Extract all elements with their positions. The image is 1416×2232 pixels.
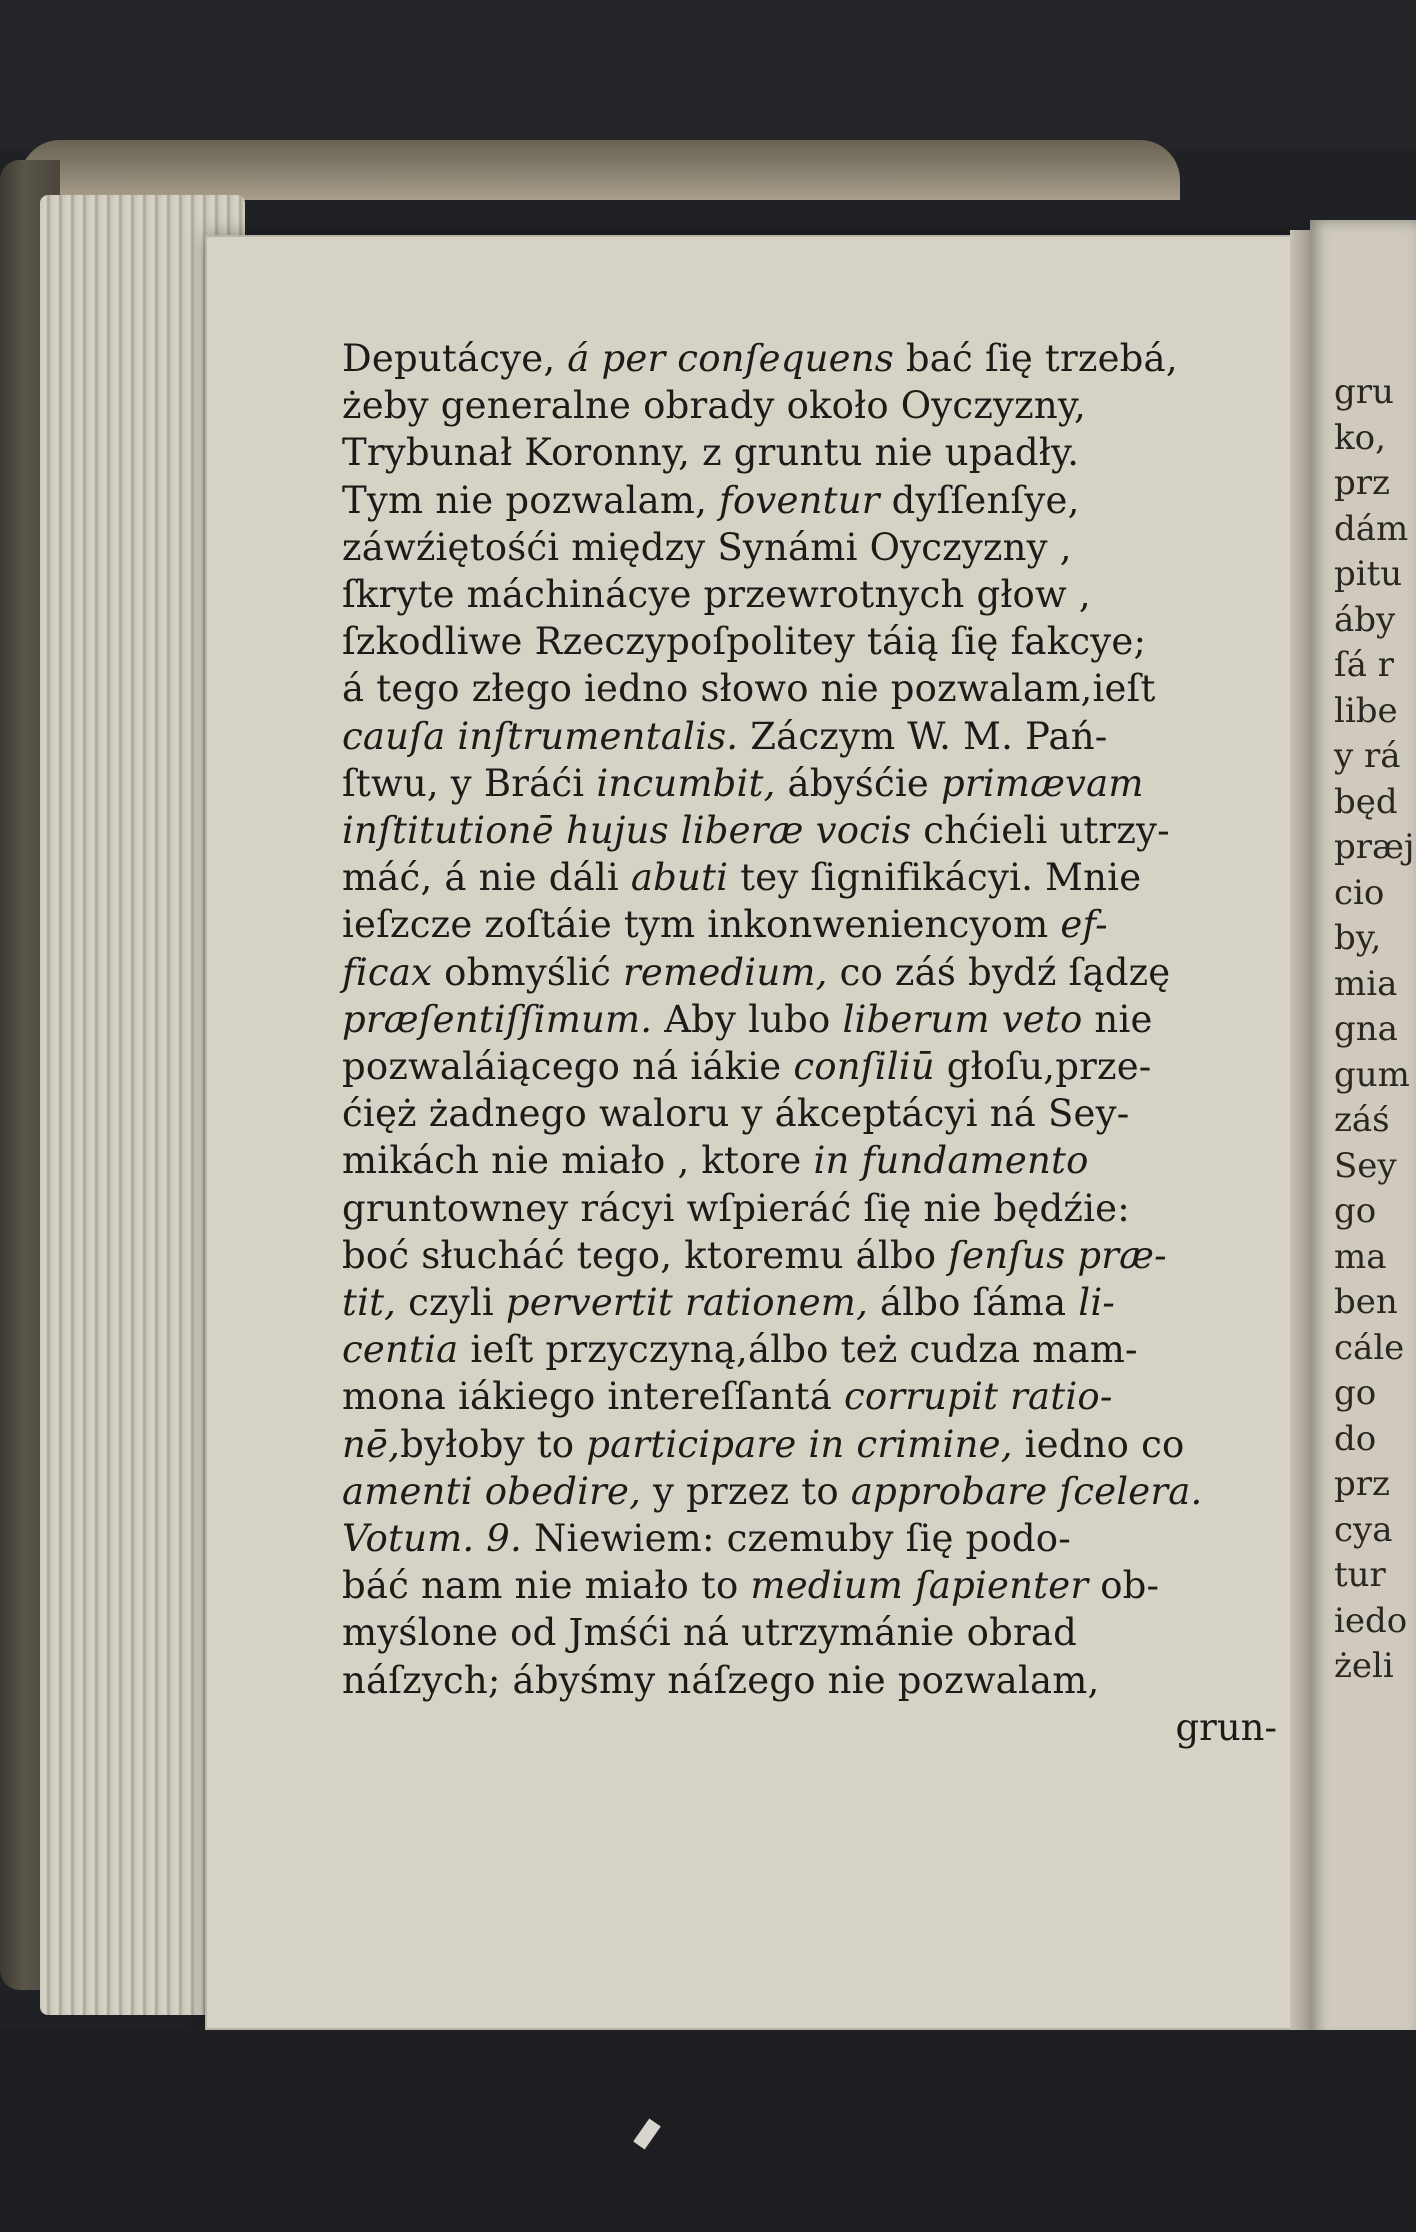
polish-text-span: náſzych; ábyśmy náſzego nie pozwalam, [342,1658,1100,1702]
polish-text-span: myślone od Jmśći ná utrzymánie obrad [342,1611,1078,1655]
polish-text-span: ſtwu, y Bráći [342,761,597,805]
polish-text-span: czyli [396,1281,506,1325]
polish-text-span: bać ſię trzebá, [893,337,1178,380]
background-top [0,0,1416,150]
polish-text-span: tey ſignifikácyi. Mnie [728,856,1142,900]
book-cover-top-edge [20,140,1180,200]
text-line [342,949,1287,996]
latin-italic-span: ficax [342,950,433,994]
text-line [342,996,1287,1043]
text-line [342,1279,1287,1326]
text-line [342,1232,1287,1279]
facing-page-line-fragment: go [1334,1373,1377,1413]
polish-text-span: záwźiętośći między Synámi Oyczyzny , [342,525,1072,569]
text-line [342,1421,1287,1468]
facing-page-line-fragment: iedo [1334,1600,1408,1641]
polish-text-span: chćieli utrzy- [911,809,1170,853]
latin-italic-span: præſentiſſimum. [342,997,653,1041]
text-line [342,1373,1287,1420]
latin-italic-span: ef- [1060,903,1108,947]
facing-page-line-fragment: cya [1334,1509,1393,1550]
text-line [342,807,1287,854]
polish-text-span: y przez to [641,1469,851,1513]
latin-italic-span: primævam [940,761,1144,805]
polish-text-span: álbo ſáma [868,1281,1079,1325]
facing-page-line-fragment: by, [1334,918,1382,958]
facing-page-line-fragment: do [1334,1418,1377,1459]
facing-page-line-fragment: gna [1334,1009,1398,1049]
text-line [342,713,1287,760]
polish-text-span: nie [1082,997,1153,1041]
polish-text-span: ćięż żadnego waloru y ákceptácyi ná Sey- [342,1092,1130,1136]
polish-text-span: dyſſenſye, [879,478,1080,522]
facing-page-line-fragment: ma [1334,1236,1387,1277]
polish-text-span: Záczym W. M. Pań- [738,714,1108,758]
latin-italic-span: ſenſus præ- [948,1233,1167,1277]
latin-italic-span: cauſa inſtrumentalis. [342,714,739,758]
polish-text-span: boć słucháć tego, ktoremu álbo [342,1233,949,1277]
latin-italic-span: inſtitutionē hujus liberæ vocis [342,809,912,853]
text-line [342,571,1287,618]
text-line [342,1185,1287,1232]
page-text-block [342,335,1287,1751]
facing-page-line-fragment: gum [1334,1054,1410,1095]
text-line [342,429,1287,476]
polish-text-span: głoſu,prze- [934,1045,1152,1089]
latin-italic-span: medium ſapienter [750,1564,1089,1608]
latin-italic-span: foventur [719,478,880,522]
facing-page-line-fragment: ben [1334,1282,1398,1322]
text-line [342,382,1287,429]
facing-page-line-fragment: mia [1334,963,1398,1004]
polish-text-span: byłoby to [400,1422,587,1466]
latin-italic-span: tit, [342,1281,397,1325]
facing-page-line-fragment: cio [1334,872,1385,913]
facing-page-line-fragment: ko, [1334,417,1386,458]
facing-page-line-fragment: go [1334,1191,1377,1231]
facing-page-line-fragment: ſá r [1334,645,1394,685]
background-bottom [0,2030,1416,2232]
latin-italic-span: participare in crimine, [586,1422,1013,1466]
latin-italic-span: li- [1078,1281,1116,1325]
text-line [342,1515,1287,1562]
text-line [342,1137,1287,1184]
polish-text-span: co záś bydź ſądzę [827,950,1171,994]
latin-italic-span: Votum. 9. [342,1517,523,1561]
latin-italic-span: liberum veto [842,997,1083,1041]
latin-italic-span: abuti [630,856,729,900]
facing-page-line-fragment: cále [1334,1327,1405,1368]
facing-page-line-fragment: tur [1334,1555,1386,1595]
latin-italic-span: approbare ſcelera. [850,1469,1203,1513]
facing-page-line-fragment: gru [1334,372,1394,412]
polish-text-span: mikách nie miało , ktore [342,1139,814,1183]
latin-italic-span: amenti obedire, [342,1469,642,1513]
facing-page-line-fragment: záś [1334,1100,1390,1140]
latin-italic-span: incumbit, [596,761,776,805]
polish-text-span: Niewiem: czemuby ſię podo- [522,1517,1071,1561]
facing-page-line-fragment: żeli [1334,1646,1394,1686]
polish-text-span: gruntowney rácyi wſpieráć ſię nie będźie: [342,1186,1130,1230]
latin-italic-span: in fundamento [813,1139,1089,1183]
text-line [342,1657,1287,1704]
catchword: grun- [1175,1705,1277,1749]
polish-text-span: obmyślić [432,950,624,994]
text-line [342,618,1287,665]
polish-text-span: mona iákiego intereſſantá [342,1375,844,1419]
text-line [342,1090,1287,1137]
facing-page-line-fragment: będ [1334,781,1398,822]
facing-page-line-fragment: prz [1334,463,1390,503]
polish-text-span: ſzkodliwe Rzeczypoſpolitey táią ſię fakcye; [342,620,1147,664]
text-line [342,477,1287,524]
facing-page-line-fragment: præj [1334,827,1415,867]
polish-text-span: máć, á nie dáli [342,856,631,900]
polish-text-span: Deputácye, [342,337,568,380]
latin-italic-span: á per conſequens [567,337,894,380]
facing-page-line-fragment: y rá [1334,736,1401,776]
polish-text-span: ábyśćie [775,761,941,805]
polish-text-span: ſkryte máchinácye przewrotnych głow , [342,573,1091,617]
facing-page-line-fragment: libe [1334,690,1398,731]
text-line [342,335,1287,382]
polish-text-span: ob- [1088,1564,1160,1608]
latin-italic-span: pervertit rationem, [505,1281,869,1325]
text-line [342,524,1287,571]
polish-text-span: Aby lubo [652,997,843,1041]
text-line [342,901,1287,948]
latin-italic-span: remedium, [623,950,828,994]
facing-page-line-fragment: pitu [1334,554,1403,594]
polish-text-span: báć nam nie miało to [342,1564,751,1608]
polish-text-span: ieſzcze zoſtáie tym inkonweniencyom [342,903,1061,947]
polish-text-span: Trybunał Koronny, z gruntu nie upadły. [342,431,1080,475]
polish-text-span: ieſt przyczyną,álbo też cudza mam- [458,1328,1138,1372]
polish-text-span: Tym nie pozwalam, [342,478,720,522]
text-line [342,665,1287,712]
latin-italic-span: conſiliū [793,1045,935,1089]
polish-text-span: á tego złego iedno słowo nie pozwalam,ieſt [342,667,1156,711]
facing-page-text [1310,220,1416,1690]
facing-page-line-fragment: áby [1334,599,1396,640]
text-line [342,1043,1287,1090]
facing-page-line-fragment: dám [1334,508,1409,549]
polish-text-span: iedno co [1012,1422,1185,1466]
polish-text-span: żeby generalne obrady około Oyczyzny, [342,384,1087,428]
text-line [342,1468,1287,1515]
text-line [342,1326,1287,1373]
facing-page-fragment [1310,220,1416,2040]
latin-italic-span: nē, [342,1422,401,1466]
latin-italic-span: corrupit ratio- [843,1375,1113,1419]
facing-page-line-fragment: Sey [1334,1145,1397,1186]
text-line [342,760,1287,807]
latin-italic-span: centia [342,1328,459,1372]
text-line [342,854,1287,901]
polish-text-span: pozwaláiącego ná iákie [342,1045,794,1089]
text-line [342,1609,1287,1656]
text-line [342,1562,1287,1609]
facing-page-line-fragment: prz [1334,1464,1390,1504]
